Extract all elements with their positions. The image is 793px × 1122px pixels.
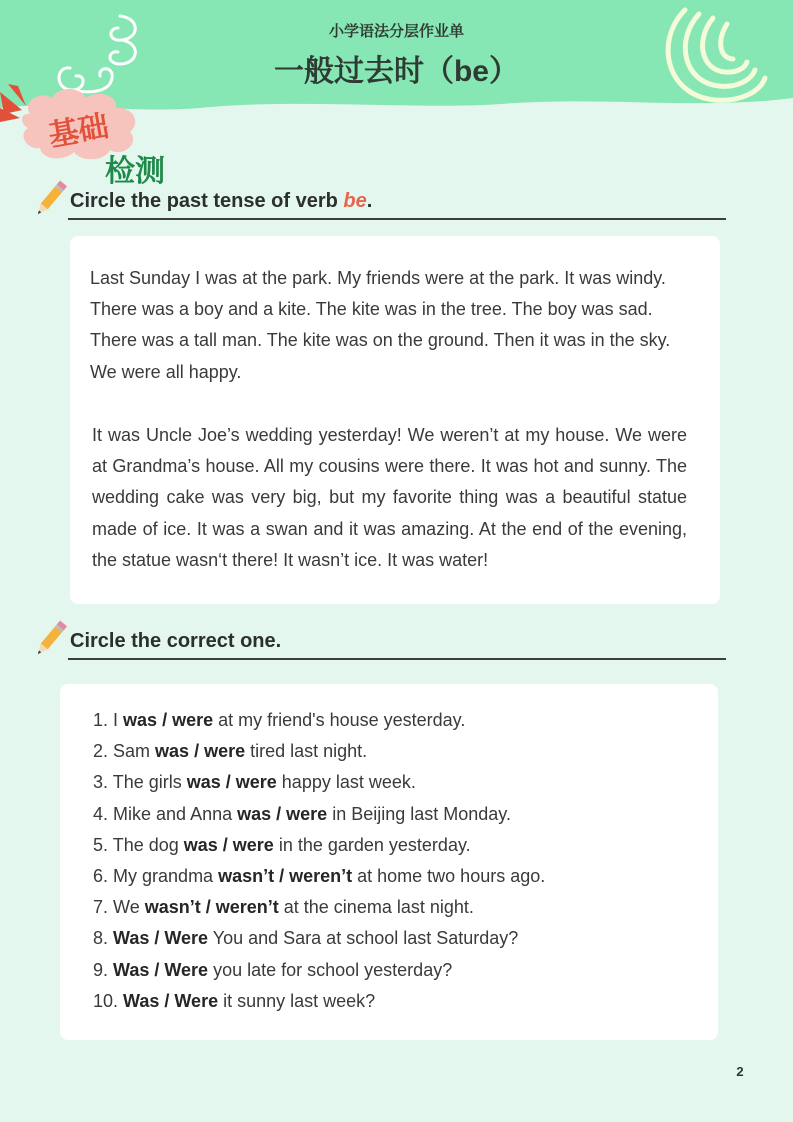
exercise-item	[93, 861, 545, 892]
exercise-text-before: Sam	[113, 741, 156, 762]
exercise-number: 2.	[93, 741, 109, 762]
section2-underline	[68, 658, 726, 660]
choice-options[interactable]: was / were	[155, 741, 246, 762]
pencil-icon	[28, 180, 70, 220]
choice-options[interactable]: was / were	[123, 710, 214, 730]
exercise-item	[93, 892, 545, 923]
exercise-text-before: My grandma	[113, 866, 219, 887]
exercise-number: 6.	[93, 866, 109, 887]
exercise-number: 8.	[93, 928, 109, 949]
worksheet-subtitle: 小学语法分层作业单	[328, 23, 464, 40]
exercise-text-after: at home two hours ago.	[352, 866, 546, 887]
exercise-text-after: at the cinema last night.	[278, 897, 474, 918]
pencil-icon	[28, 620, 70, 660]
choice-options[interactable]: wasn’t / weren’t	[218, 866, 353, 887]
exercise-text-after: it sunny last week?	[218, 990, 376, 1011]
exercise-item	[93, 767, 545, 798]
exercise-item	[93, 986, 545, 1017]
exercise-item	[93, 955, 545, 986]
exercise-item	[93, 799, 545, 830]
exercise-text-after: You and Sara at school last Saturday?	[208, 928, 519, 949]
section1-heading	[28, 180, 726, 220]
reading-paragraph-2: It was Uncle Joe’s wedding yesterday! We weren’t at my house. We were at Grandma’s house. All my cousins were there. It was hot and sunny. The wedding cake was very big, but my favorite thing was a beautiful statue made of ice. It was a swan and it was amazing. At the end of the evening, the statue wasn‘t there! It wasn’t ice. It was water!	[92, 425, 687, 570]
exercise-number: 9.	[93, 959, 109, 980]
exercise-text-after: at my friend's house yesterday.	[213, 710, 466, 730]
choice-options[interactable]: Was / Were	[113, 959, 209, 980]
choice-options[interactable]: Was / Were	[123, 990, 219, 1011]
exercise-list	[93, 705, 545, 1017]
choice-options[interactable]: was / were	[237, 803, 328, 824]
page-number: 2	[736, 1064, 744, 1079]
keyword-be: be	[343, 190, 367, 212]
section2-heading	[28, 620, 726, 660]
section1-underline	[68, 218, 726, 220]
exercise-text-before: Mike and Anna	[113, 803, 238, 824]
choice-options[interactable]: was / were	[186, 772, 277, 793]
exercise-text-after: you late for school yesterday?	[208, 959, 453, 980]
badge-label-test: 检测	[105, 155, 165, 188]
exercise-number: 3.	[93, 772, 109, 793]
choice-options[interactable]: Was / Were	[113, 928, 209, 949]
section1-instruction: Circle the past tense of verb be.	[70, 190, 373, 212]
reading-paragraph-1: Last Sunday I was at the park. My friends were at the park. It was windy. There was a boy and a kite. The kite was in the tree. The boy was sad. There was a tall man. The kite was on the ground. Then it was in the sky. We were all happy.	[90, 268, 671, 382]
exercise-item	[93, 705, 545, 736]
exercise-text-after: happy last week.	[276, 772, 416, 793]
exercise-number: 10.	[93, 990, 119, 1011]
exercise-text-after: in Beijing last Monday.	[327, 803, 511, 824]
exercise-item	[93, 830, 545, 861]
exercise-text-before: The girls	[112, 772, 187, 793]
choice-options[interactable]: wasn’t / weren’t	[144, 897, 279, 918]
exercise-number: 7.	[93, 897, 109, 918]
exercise-item	[93, 736, 545, 767]
exercise-text-after: in the garden yesterday.	[273, 834, 471, 855]
exercise-text-before: I	[113, 710, 124, 730]
exercise-text-before: We	[113, 897, 145, 918]
worksheet-title: 一般过去时（be）	[273, 55, 519, 88]
exercise-item	[93, 923, 545, 954]
exercise-number: 5.	[93, 834, 109, 855]
choice-options[interactable]: was / were	[183, 834, 274, 855]
exercise-text-before: The dog	[112, 834, 184, 855]
exercise-number: 1.	[93, 710, 109, 730]
exercise-number: 4.	[93, 803, 109, 824]
section2-instruction: Circle the correct one.	[70, 630, 282, 652]
exercise-text-after: tired last night.	[245, 741, 368, 762]
badge-label-basic: 基础	[46, 109, 112, 153]
